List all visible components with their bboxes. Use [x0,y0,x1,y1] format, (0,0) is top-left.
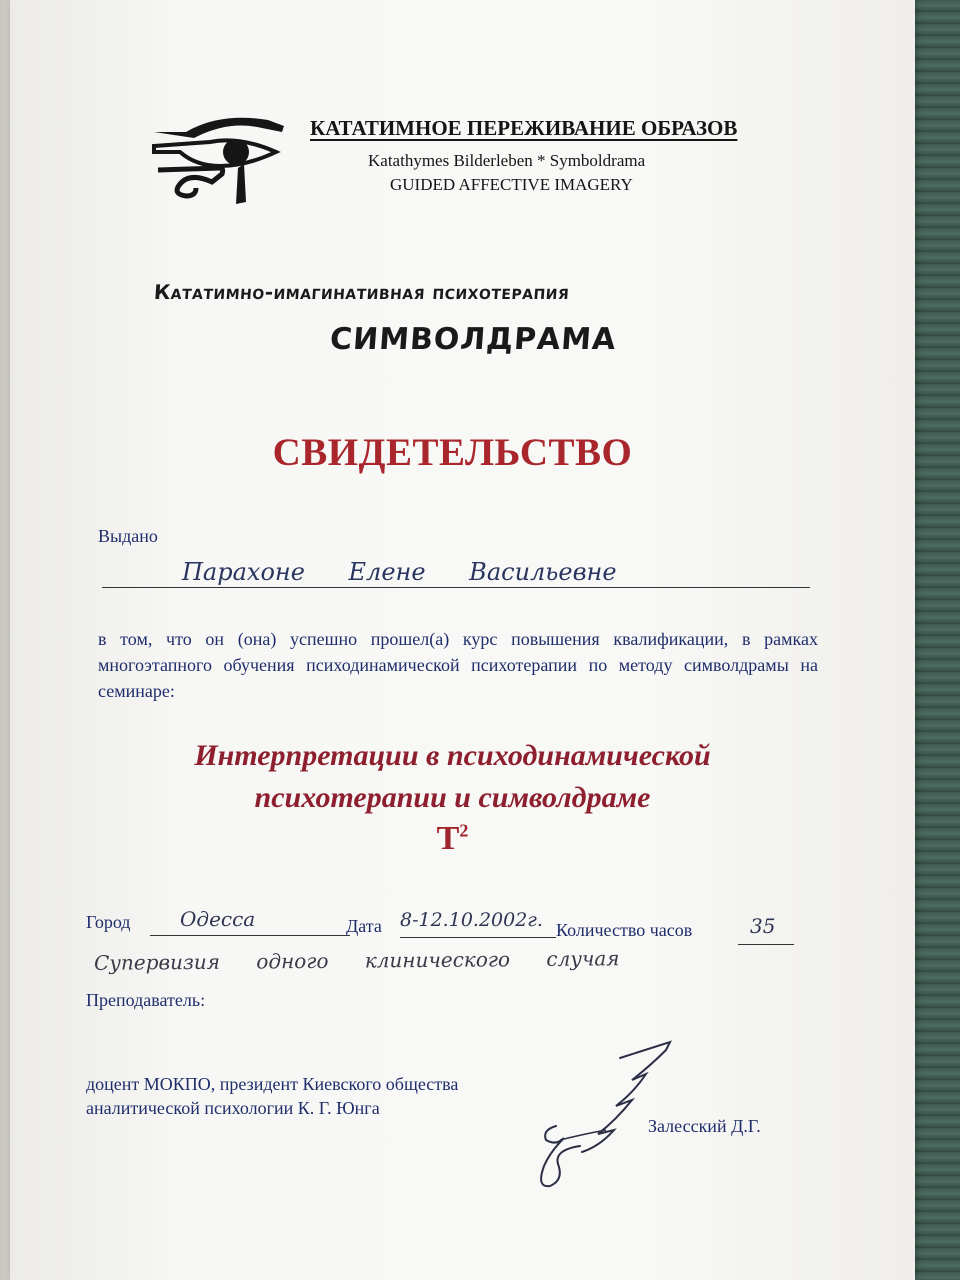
certificate-body: в том, что он (она) успешно прошел(а) курс повышения квалификации, в рамках многоэтапного обучения психодинамической психотерапии по методу символдрамы на семинаре: [98,629,818,701]
issued-label: Выдано [98,526,158,546]
course-title-line1: Интерпретации в психодинамической [194,739,711,772]
course-title [10,735,895,819]
hours-value: 35 [750,914,776,938]
date-label: Дата [346,916,382,936]
course-code-index: 2 [459,820,469,841]
method-subtitle: СИМВОЛДРАМА [328,322,618,357]
association-subtitle-german: Katathymes Bilderleben * Symboldrama [368,151,646,170]
course-code-letter: T [436,820,460,857]
handwritten-note: Супервизия одного клинического случая [93,946,620,975]
teacher-position-line1: доцент МОКПО, президент Киевского общества [86,1074,459,1094]
certificate-title: СВИДЕТЕЛЬСТВО [272,431,633,474]
city-underline [150,935,350,936]
binder-edge [912,0,960,1280]
date-underline [400,937,556,938]
association-title: КАТАТИМНОЕ ПЕРЕЖИВАНИЕ ОБРАЗОВ [310,116,738,140]
teacher-label: Преподаватель: [86,990,206,1010]
hours-label: Количество часов [556,920,693,940]
city-label: Город [86,912,131,932]
eye-of-horus-icon [150,112,290,207]
method-title: Кататимно-имагинативная психотерапия [153,280,571,304]
city-value: Одесса [180,907,256,931]
date-value: 8-12.10.2002г. [400,909,543,931]
signature [520,1030,700,1205]
course-title-line2: психотерапии и символдраме [254,781,651,814]
recipient-name: Парахоне Елене Васильевне [182,558,617,586]
certificate-page [10,0,915,1280]
teacher-name: Залесский Д.Г. [648,1116,761,1136]
recipient-underline [102,587,810,588]
course-code [10,820,895,858]
association-subtitle-english: GUIDED AFFECTIVE IMAGERY [390,175,633,194]
teacher-position-line2: аналитической психологии К. Г. Юнга [86,1098,380,1118]
